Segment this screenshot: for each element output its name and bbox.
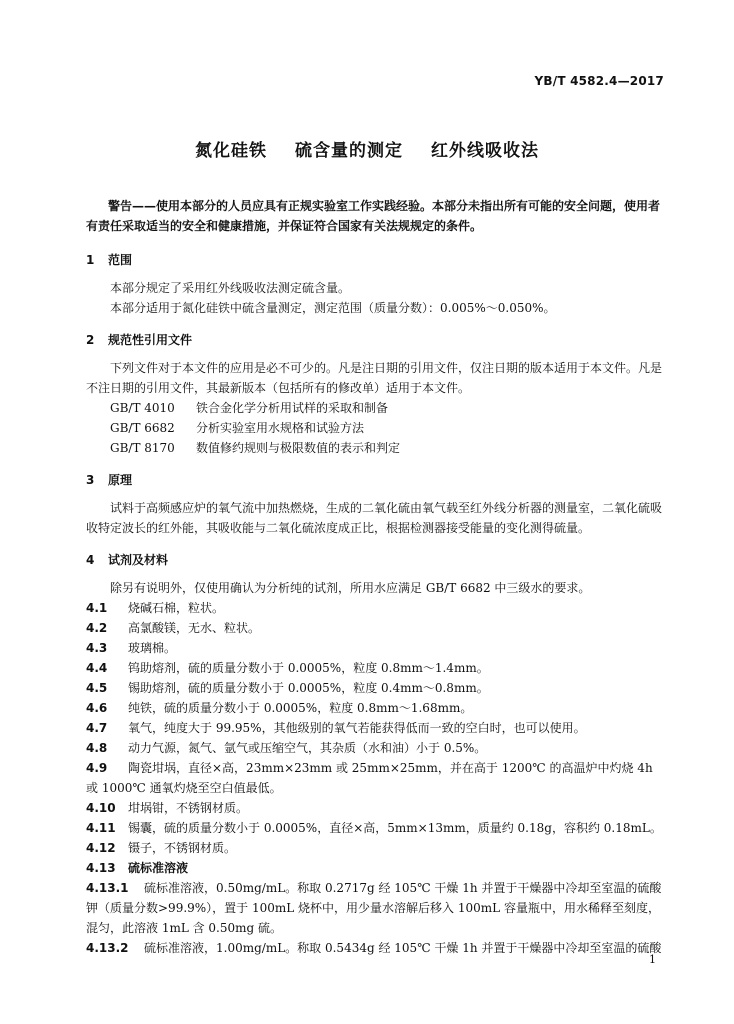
clause-number: 4.2 [86,621,108,635]
clause-text: 氧气，纯度大于 99.95%，其他级别的氧气若能获得低而一致的空白时，也可以使用。 [128,721,586,735]
paragraph: 除另有说明外，仅使用确认为分析纯的试剂，所用水应满足 GB/T 6682 中三级水的要求。 [110,581,591,595]
clause-item [86,798,666,818]
reference-name: 分析实验室用水规格和试验方法 [196,421,365,435]
clause-text: 玻璃棉。 [128,641,177,655]
section-title: 范围 [108,253,133,267]
reference-code: GB/T 6682 [110,421,175,435]
document-body [86,196,666,958]
paragraph: 本部分规定了采用红外线吸收法测定硫含量。 [110,281,351,295]
clause-number: 4.3 [86,641,108,655]
clause-item [86,858,666,878]
reference-code: GB/T 4010 [110,401,175,415]
document-title [0,136,734,161]
clause-item [86,618,666,638]
clause-number: 4.7 [86,721,108,735]
section-title: 原理 [108,473,133,487]
clause-number: 4.10 [86,801,116,815]
title-part-1: 氮化硅铁 [195,141,267,161]
section-4-heading [86,550,666,570]
clause-number: 4.13.2 [86,941,129,955]
clause-number: 4.6 [86,701,108,715]
clause-item [86,598,666,618]
clause-item [86,818,666,838]
clause-number: 4.9 [86,761,108,775]
section-2-heading [86,330,666,350]
clause-item [86,638,666,658]
reference-item [110,398,666,418]
clause-item [86,658,666,678]
section-3-heading [86,470,666,490]
section-title: 试剂及材料 [108,553,169,567]
clause-item [86,738,666,758]
clause-number: 4.4 [86,661,108,675]
clause-text: 纯铁，硫的质量分数小于 0.0005%，粒度 0.8mm～1.68mm。 [128,701,473,715]
clause-item [86,698,666,718]
clause-number: 4.13.1 [86,881,129,895]
clause-text: 高氯酸镁，无水、粒状。 [128,621,261,635]
clause-text: 锡助熔剂，硫的质量分数小于 0.0005%，粒度 0.4mm～0.8mm。 [128,681,489,695]
reference-name: 铁合金化学分析用试样的采取和制备 [196,401,389,415]
reference-code: GB/T 8170 [110,441,175,455]
clause-number: 4.12 [86,841,116,855]
reference-list [86,398,666,458]
page-number: 1 [649,953,656,966]
reference-item [110,438,666,458]
section-number: 1 [86,253,95,267]
clause-number: 4.8 [86,741,108,755]
clause-text: 钨助熔剂，硫的质量分数小于 0.0005%，粒度 0.8mm～1.4mm。 [128,661,489,675]
clause-number: 4.5 [86,681,108,695]
clause-text: 硫标准溶液 [128,861,189,875]
clause-item [86,718,666,738]
clause-text: 锡囊，硫的质量分数小于 0.0005%，直径×高，5mm×13mm，质量约 0.18g，容积约 0.18mL。 [128,821,662,835]
paragraph: 本部分适用于氮化硅铁中硫含量测定，测定范围（质量分数）：0.005%～0.050%。 [110,301,556,315]
paragraph: 试料于高频感应炉的氧气流中加热燃烧，生成的二氧化硫由氧气载至红外线分析器的测量室，二氧化硫吸收特定波长的红外能，其吸收能与二氧化硫浓度成正比，根据检测器接受能量的变化测得硫量。 [86,501,663,535]
clause-number: 4.1 [86,601,108,615]
clause-text: 硫标准溶液，0.50mg/mL。称取 0.2717g 经 105℃ 干燥 1h 并置于干燥器中冷却至室温的硫酸钾（质量分数>99.9%），置于 100mL 烧杯中，用少量水溶解后移入 100mL 容量瓶中，用水稀释至刻度，混匀，此溶液 1mL 含 0.50mg 硫。 [86,881,662,935]
clause-text: 动力气源，氮气、氩气或压缩空气，其杂质（水和油）小于 0.5%。 [128,741,487,755]
title-part-3: 红外线吸收法 [431,141,539,161]
section-number: 4 [86,553,95,567]
subclause-item [86,878,666,938]
reference-item [110,418,666,438]
title-part-2: 硫含量的测定 [295,141,403,161]
clause-text: 硫标准溶液，1.00mg/mL。称取 0.5434g 经 105℃ 干燥 1h 并置于干燥器中冷却至室温的硫酸 [144,941,662,955]
subclause-item [86,938,666,958]
paragraph: 下列文件对于本文件的应用是必不可少的。凡是注日期的引用文件，仅注日期的版本适用于本文件。凡是不注日期的引用文件，其最新版本（包括所有的修改单）适用于本文件。 [86,361,663,395]
clause-text: 烧碱石棉，粒状。 [128,601,225,615]
standard-code: YB/T 4582.4—2017 [534,74,664,88]
clause-number: 4.11 [86,821,116,835]
clause-item [86,758,666,798]
section-1-heading [86,250,666,270]
section-title: 规范性引用文件 [108,333,193,347]
clause-text: 坩埚钳，不锈钢材质。 [128,801,249,815]
reference-name: 数值修约规则与极限数值的表示和判定 [196,441,401,455]
clause-number: 4.13 [86,861,116,875]
clause-text: 陶瓷坩埚，直径×高，23mm×23mm 或 25mm×25mm，并在高于 1200℃ 的高温炉中灼烧 4h 或 1000℃ 通氧灼烧至空白值最低。 [86,761,653,795]
clause-item [86,838,666,858]
section-number: 2 [86,333,95,347]
clause-item [86,678,666,698]
section-number: 3 [86,473,95,487]
safety-warning: 警告——使用本部分的人员应具有正规实验室工作实践经验。本部分未指出所有可能的安全问题，使用者有责任采取适当的安全和健康措施，并保证符合国家有关法规规定的条件。 [86,199,661,233]
clause-text: 镊子，不锈钢材质。 [128,841,237,855]
